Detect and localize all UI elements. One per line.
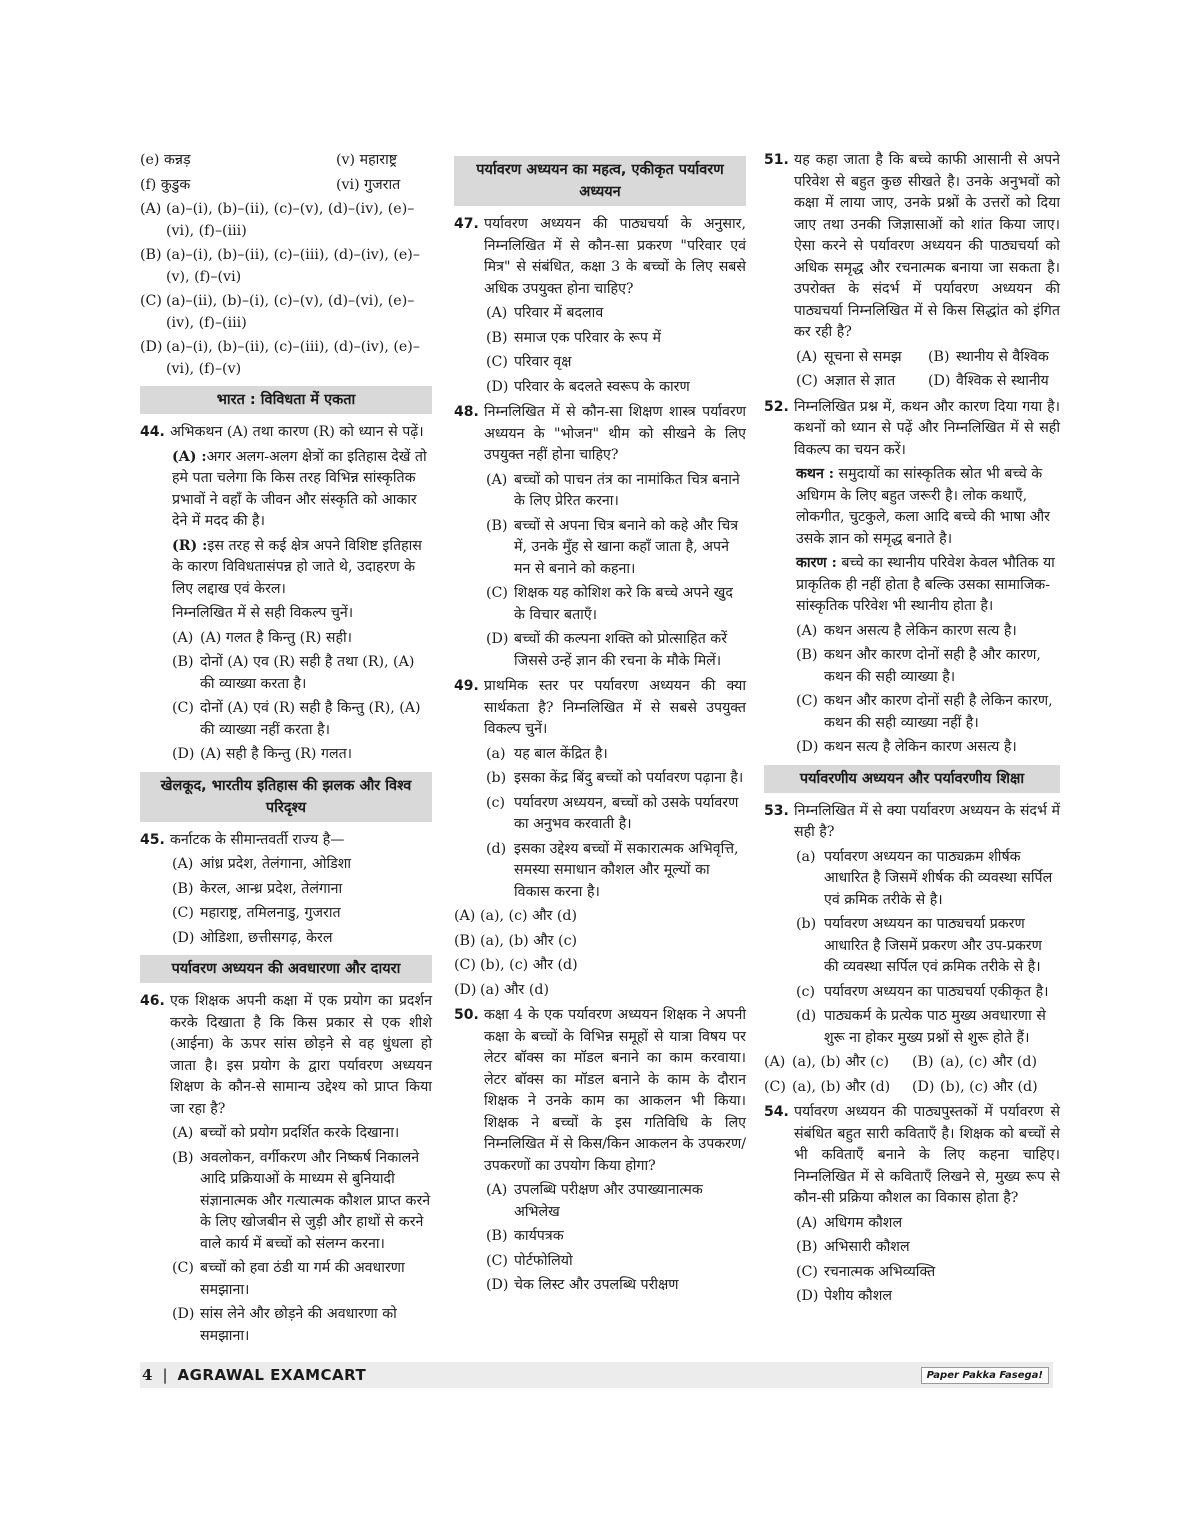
option-d: (D) (a) और (d) bbox=[454, 981, 550, 998]
option-a: (A) बच्चों को प्रयोग प्रदर्शित करके दिखाना। bbox=[172, 1125, 400, 1141]
option-b: (B) (a), (b) और (c) bbox=[454, 932, 578, 949]
option-c: (C) कथन और कारण दोनों सही है लेकिन कारण, कथन की सही व्याख्या नहीं है। bbox=[796, 693, 1053, 731]
reason: (R) :इस तरह से कई क्षेत्र अपने विशिष्ट इतिहास के कारण विविधतासंपन्न हो जाते थे, उदाहरण के लिए लद्दाख एवं केरल। bbox=[172, 537, 422, 597]
brand-logo: AGRAWAL EXAMCART bbox=[177, 1366, 367, 1384]
section-heading: भारत : विविधता में एकता bbox=[140, 386, 432, 414]
tagline-badge: Paper Pakka Fasega! bbox=[921, 1367, 1049, 1384]
option-a: (A) आंध्र प्रदेश, तेलंगाना, ओडिशा bbox=[172, 856, 352, 872]
question-48: 48. निम्नलिखित में से कौन-सा शिक्षण शास्त्र पर्यावरण अध्ययन के "भोजन" थीम को सीखने के लिए उपयुक्त नहीं होना चाहिए? bbox=[454, 404, 746, 463]
option-c: (C) दोनों (A) एवं (R) सही है किन्तु (R), (A) की व्याख्या नहीं करता है। bbox=[172, 700, 421, 738]
option-a: (A) (a), (c) और (d) bbox=[454, 908, 578, 924]
statement-c: (c) पर्यावरण अध्ययन, बच्चों को उसके पर्यावरण का अनुभव करवाती है। bbox=[486, 794, 739, 832]
statement-b: (b) पर्यावरण अध्ययन का पाठ्यचर्या प्रकरण आधारित है जिसमें प्रकरण और उप-प्रकरण की व्यवस्था सर्पिल एवं क्रमिक तरीके से है। bbox=[796, 916, 1042, 975]
question-44: 44. अभिकथन (A) तथा कारण (R) को ध्यान से पढ़ें। bbox=[140, 424, 424, 440]
option-d: (D) (a)–(i), (b)–(ii), (c)–(iii), (d)–(iv), (e)–(vi), (f)–(v) bbox=[140, 339, 420, 377]
page-footer bbox=[140, 1362, 1053, 1388]
option-d: (D) चेक लिस्ट और उपलब्धि परीक्षण bbox=[486, 1277, 679, 1293]
question-54: 54. पर्यावरण अध्ययन की पाठ्यपुस्तकों में पर्यावरण से संबंधित बहुत सारी कविताएँ है। शिक्षक को बच्चों से भी कविताएँ बनाने के लिए कहना चाहिए। निम्नलिखित में से कविताएँ लिखने से, मुख्य रूप से कौन-सी प्रक्रिया कौशल का विकास होता है? bbox=[764, 1104, 1060, 1206]
statement-a: (a) यह बाल केंद्रित है। bbox=[486, 745, 608, 762]
option-b: (B) कार्यपत्रक bbox=[486, 1228, 564, 1244]
column-1 bbox=[140, 150, 432, 1347]
option-c: (C) रचनात्मक अभिव्यक्ति bbox=[796, 1263, 936, 1280]
question-53: 53. निम्नलिखित में से क्या पर्यावरण अध्ययन के संदर्भ में सही है? bbox=[764, 802, 1060, 840]
statement-b: (b) इसका केंद्र बिंदु बच्चों को पर्यावरण पढ़ाना है। bbox=[486, 770, 744, 786]
section-heading: खेलकूद, भारतीय इतिहास की झलक और विश्व परिदृश्य bbox=[140, 772, 432, 822]
option-a: (A) (A) गलत है किन्तु (R) सही। bbox=[172, 629, 353, 646]
option-pair: (C) (a), (b) और (d) (D) (b), (c) और (d) bbox=[764, 1078, 1038, 1095]
statement-a: (a) पर्यावरण अध्ययन का पाठ्यक्रम शीर्षक आधारित है जिसमें शीर्षक की व्यवस्था सर्पिल एवं क्रमिक तरीके से है। bbox=[796, 848, 1053, 908]
assertion: (A) :अगर अलग-अलग क्षेत्रों का इतिहास देखें तो हमे पता चलेगा कि किस तरह विभिन्न सांस्कृतिक प्रभावों ने वहाँ के जीवन और संस्कृति को आकार देने में मदद की है। bbox=[172, 448, 427, 529]
section-heading: पर्यावरण अध्ययन का महत्व, एकीकृत पर्यावरण अध्ययन bbox=[454, 156, 746, 206]
section-heading: पर्यावरणीय अध्ययन और पर्यावरणीय शिक्षा bbox=[764, 765, 1060, 793]
option-d: (D) परिवार के बदलते स्वरूप के कारण bbox=[486, 378, 690, 395]
reason: कारण : बच्चे का स्थानीय परिवेश केवल भौतिक या प्राकृतिक ही नहीं होता है बल्कि उसका सामाजिक-सांस्कृतिक परिवेश भी स्थानीय होता है। bbox=[796, 555, 1055, 614]
question-51: 51. यह कहा जाता है कि बच्चे काफी आसानी से अपने परिवेश से बहुत कुछ सीखते है। उनके अनुभवों को कक्षा में लाया जाए, उनके प्रश्नों के उत्तरों को दिया जाए तथा उनकी जिज्ञासाओं को शांत किया जाए। ऐसा करने से पर्यावरण अध्ययन की पाठ्यचर्या को अधिक समृद्ध और रचनात्मक बनाया जा सकता है। उपरोक्त के संदर्भ में पर्यावरण अध्ययन की पाठ्यचर्या निम्नलिखित में से किस सिद्धांत को इंगित कर रही है? bbox=[764, 152, 1060, 340]
option-a: (A) उपलब्धि परीक्षण और उपाख्यानात्मक अभिलेख bbox=[486, 1182, 703, 1220]
option-b: (B) अभिसारी कौशल bbox=[796, 1239, 910, 1255]
option-d: (D) बच्चों की कल्पना शक्ति को प्रोत्साहित करें जिससे उन्हें ज्ञान की रचना के मौके मिलें। bbox=[486, 631, 727, 669]
question-50: 50. कक्षा 4 के एक पर्यावरण अध्ययन शिक्षक ने अपनी कक्षा के बच्चों के विभिन्न समूहों से यात्रा विषय पर लेटर बॉक्स का मॉडल बनाने का काम करवाया। लेटर बॉक्स का मॉडल बनाने के काम के दौरान शिक्षक ने उनके काम का आकलन भी किया। शिक्षक ने बच्चों के इस गतिविधि के लिए निम्नलिखित में से किस/किन आकलन के उपकरण/उपकरणों का उपयोग किया होगा? bbox=[454, 1007, 746, 1174]
option-pair: (A) (a), (b) और (c) (B) (a), (c) और (d) bbox=[764, 1054, 1038, 1070]
option-b: (B) कथन और कारण दोनों सही है और कारण, कथन की सही व्याख्या है। bbox=[796, 647, 1041, 685]
option-b: (B) दोनों (A) एव (R) सही है तथा (R), (A) की व्याख्या करता है। bbox=[172, 654, 415, 692]
column-3 bbox=[764, 150, 1060, 1308]
option-d: (D) (A) सही है किन्तु (R) गलत। bbox=[172, 746, 353, 762]
footer-separator: | bbox=[162, 1366, 168, 1384]
section-heading: पर्यावरण अध्ययन की अवधारणा और दायरा bbox=[140, 955, 432, 983]
match-row: (f) कुडुक (vi) गुजरात bbox=[140, 176, 401, 193]
option-a: (A) अधिगम कौशल bbox=[796, 1214, 903, 1231]
question-47: 47. पर्यावरण अध्ययन की पाठ्यचर्या के अनुसार, निम्नलिखित में से कौन-सा प्रकरण "परिवार एवं मित्र" से संबंधित, कक्षा 3 के बच्चों के लिए सबसे अधिक उपयुक्त होना चाहिए? bbox=[454, 216, 746, 297]
question-52: 52. निम्नलिखित प्रश्न में, कथन और कारण दिया गया है। कथनों को ध्यान से पढ़ें और निम्नलिखित में से सही विकल्प का चयन करें। bbox=[764, 398, 1060, 458]
question-46: 46. एक शिक्षक अपनी कक्षा में एक प्रयोग का प्रदर्शन करके दिखाता है कि किस प्रकार से एक शीशे (आईना) के ऊपर सांस छोड़ने से वह धुंधला हो जाता है। इस प्रयोग के द्वारा पर्यावरण अध्ययन शिक्षण के कौन-से सामान्य उद्देश्य को प्राप्त किया जा रहा है? bbox=[140, 993, 432, 1117]
match-row: (e) कन्नड़ (v) महाराष्ट्र bbox=[140, 152, 398, 168]
option-d: (D) पेशीय कौशल bbox=[796, 1288, 892, 1304]
column-2 bbox=[454, 150, 746, 1297]
statement-c: (c) पर्यावरण अध्ययन का पाठ्यचर्या एकीकृत है। bbox=[796, 983, 1049, 1000]
option-c: (C) (a)–(ii), (b)–(i), (c)–(v), (d)–(vi), (e)–(iv), (f)–(iii) bbox=[140, 293, 415, 331]
option-a: (A) कथन असत्य है लेकिन कारण सत्य है। bbox=[796, 622, 1017, 639]
option-pair: (C) अज्ञात से ज्ञात (D) वैश्विक से स्थानीय bbox=[796, 373, 1049, 389]
option-d: (D) कथन सत्य है लेकिन कारण असत्य है। bbox=[796, 739, 1017, 755]
option-c: (C) पोर्टफोलियो bbox=[486, 1252, 573, 1269]
option-c: (C) (b), (c) और (d) bbox=[454, 957, 578, 973]
statement: कथन : समुदायों का सांस्कृतिक स्रोत भी बच्चे के अधिगम के लिए बहुत जरूरी है। लोक कथाएँ, लोकगीत, चुटकुले, कला आदि बच्चे की भाषा और उसके ज्ञान को समृद्ध बनाते है। bbox=[796, 466, 1050, 547]
option-a: (A) बच्चों को पाचन तंत्र का नामांकित चित्र बनाने के लिए प्रेरित करना। bbox=[486, 471, 740, 509]
option-a: (A) (a)–(i), (b)–(ii), (c)–(v), (d)–(iv), (e)–(vi), (f)–(iii) bbox=[140, 201, 415, 239]
option-a: (A) परिवार में बदलाव bbox=[486, 305, 604, 321]
option-d: (D) सांस लेने और छोड़ने की अवधारणा को समझाना। bbox=[172, 1306, 397, 1344]
option-b: (B) (a)–(i), (b)–(ii), (c)–(iii), (d)–(iv), (e)–(v), (f)–(vi) bbox=[140, 247, 420, 285]
option-c: (C) शिक्षक यह कोशिश करे कि बच्चे अपने खुद के विचार बताएँ। bbox=[486, 585, 733, 623]
option-b: (B) केरल, आन्ध्र प्रदेश, तेलंगाना bbox=[172, 880, 343, 897]
instruction: निम्नलिखित में से सही विकल्प चुनें। bbox=[172, 605, 354, 621]
option-c: (C) बच्चों को हवा ठंडी या गर्म की अवधारणा समझाना। bbox=[172, 1260, 405, 1298]
page-number: 4 bbox=[142, 1366, 153, 1384]
option-d: (D) ओडिशा, छत्तीसगढ़, केरल bbox=[172, 929, 333, 946]
option-b: (B) अवलोकन, वर्गीकरण और निष्कर्ष निकालने आदि प्रक्रियाओं के माध्यम से बुनियादी संज्ञानात्मक और गत्यात्मक कौशल प्राप्त करने के लिए खोजबीन से जुड़ी और हाथों से करने वाले कार्य में बच्चों को संलग्न करना। bbox=[172, 1149, 431, 1252]
statement-d: (d) पाठ्यकर्म के प्रत्येक पाठ मुख्य अवधारणा से शुरू ना होकर मुख्य प्रश्नों से शुरू होते हैं। bbox=[796, 1008, 1046, 1046]
question-45: 45. कर्नाटक के सीमान्तवर्ती राज्य है— bbox=[140, 831, 345, 848]
statement-d: (d) इसका उद्देश्य बच्चों में सकारात्मक अभिवृत्ति, समस्या समाधान कौशल और मूल्यों का विकास करना है। bbox=[486, 840, 739, 900]
option-c: (C) परिवार वृक्ष bbox=[486, 354, 572, 370]
option-pair: (A) सूचना से समझ (B) स्थानीय से वैश्विक bbox=[796, 348, 1049, 365]
option-b: (B) बच्चों से अपना चित्र बनाने को कहे और चित्र में, उनके मुँह से खाना कहाँ जाता है, अपने मन से बनाने को कहना। bbox=[486, 517, 739, 577]
option-c: (C) महाराष्ट्र, तमिलनाडु, गुजरात bbox=[172, 905, 341, 921]
option-b: (B) समाज एक परिवार के रूप में bbox=[486, 329, 661, 346]
question-49: 49. प्राथमिक स्तर पर पर्यावरण अध्ययन की क्या सार्थकता है? निम्नलिखित में से सबसे उपयुक्त विकल्प चुनें। bbox=[454, 678, 746, 737]
